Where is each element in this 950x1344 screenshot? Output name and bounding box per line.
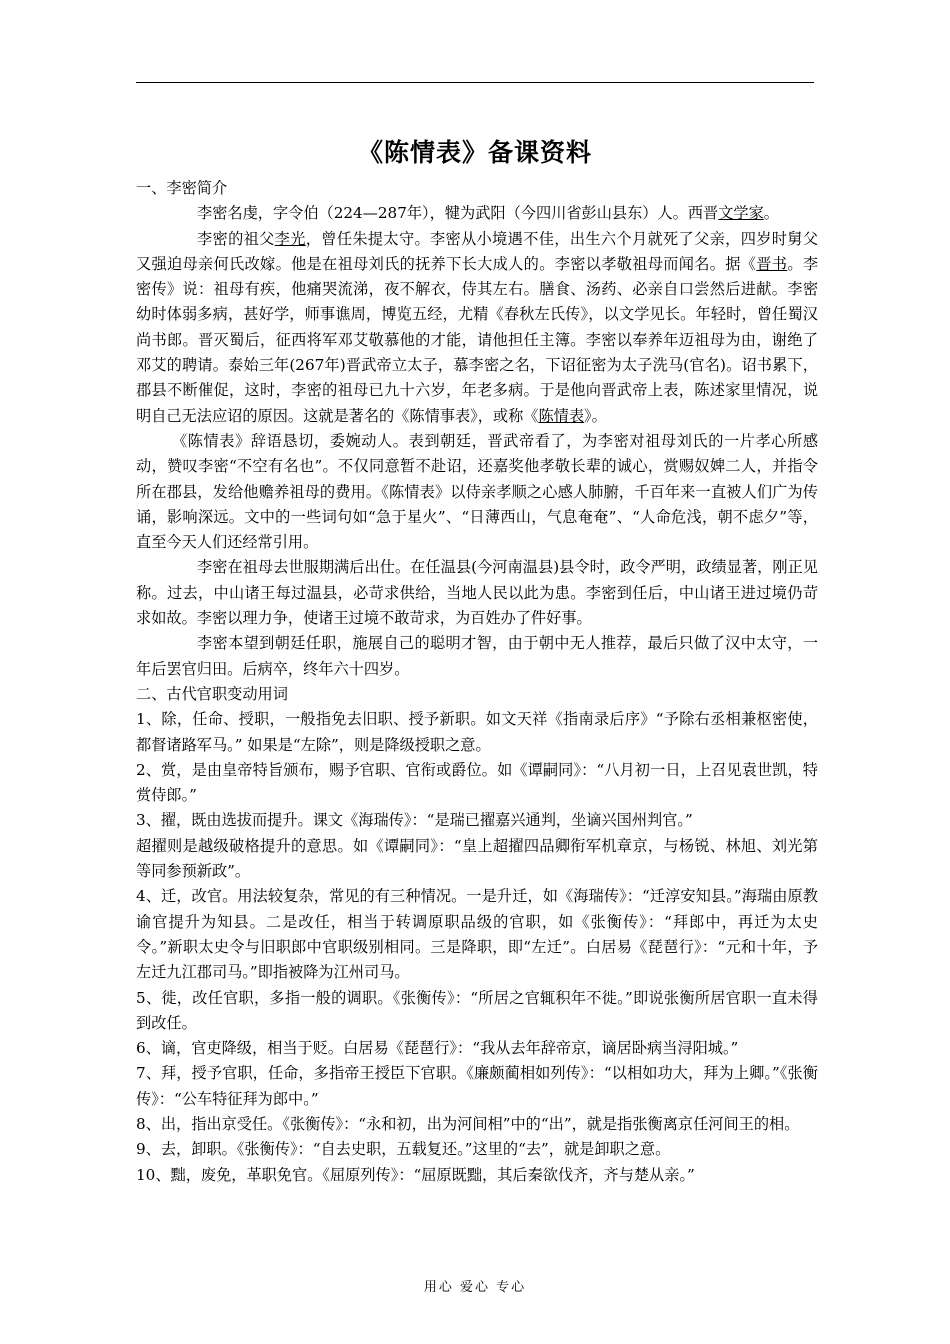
link-li-guang[interactable]: 李光 — [274, 229, 306, 248]
list-item: 1、除，任命、授职，一般指免去旧职、授予新职。如文天祥《指南录后序》“予除右丞相兼枢密使，都督诸路军马。” 如果是“左除”，则是降级授职之意。 — [136, 710, 818, 754]
list-item: 2、赏，是由皇帝特旨颁布，赐予官职、官衔或爵位。如《谭嗣同》：“八月初一日，上召见袁世凯，特赏侍郎。” — [136, 760, 818, 805]
list-item: 10、黜，废免，革职免官。《屈原列传》：“屈原既黜，其后秦欲伐齐，齐与楚从亲。” — [136, 1165, 695, 1184]
list-item: 5、徙，改任官职，多指一般的调职。《张衡传》：“所居之官辄积年不徙。”即说张衡所居官职一直未得到改任。 — [136, 988, 818, 1032]
list-item: 7、拜，授予官职，任命，多指帝王授臣下官职。《廉颇蔺相如列传》：“以相如功大，拜为上卿。”《张衡传》：“公车特征拜为郎中。” — [136, 1064, 818, 1108]
page-footer: 用心 爱心 专心 — [423, 1280, 527, 1295]
link-chen-qing-biao[interactable]: 陈情表 — [538, 406, 585, 425]
header-rule — [136, 82, 814, 83]
list-item: 9、去，卸职。《张衡传》：“自去史职，五载复还。”这里的“去”，就是卸职之意。 — [136, 1140, 671, 1159]
paragraph-intro: 李密名虔，字令伯（224—287年），犍为武阳（今四川省彭山县东）人。西晋文学家。 — [197, 204, 779, 223]
paragraph-impact: 《陈情表》辞语恳切，委婉动人。表到朝廷，晋武帝看了，为李密对祖母刘氏的一片孝心所感动，赞叹李密“不空有名也”。不仅同意暂不赴诏，还嘉奖他孝敬长辈的诚心，赏赐奴婢二人，并指令所在郡县，发给他赡养祖母的费用。《陈情表》以侍亲孝顺之心感人肺腑，千百年来一直被人们广为传诵，影响深远。文中的一些词句如“急于星火”、“日薄西山，气息奄奄”、“人命危浅，朝不虑夕”等，直至今天人们还经常引用。 — [136, 431, 818, 552]
list-item: 超擢则是越级破格提升的意思。如《谭嗣同》：“皇上超擢四品卿衔军机章京，与杨锐、林旭、刘光第等同参预新政”。 — [136, 836, 818, 881]
section-heading-official-terms: 二、古代官职变动用词 — [136, 684, 288, 703]
paragraph-later-life: 李密本望到朝廷任职，施展自己的聪明才智，由于朝中无人推荐，最后只做了汉中太守，一年后罢官归田。后病卒，终年六十四岁。 — [136, 634, 818, 678]
page-title: 《陈情表》备课资料 — [357, 138, 592, 167]
link-jin-shu[interactable]: 晋书 — [756, 254, 788, 273]
link-writer[interactable]: 文学家 — [718, 204, 764, 223]
paragraph-career: 李密在祖母去世服期满后出仕。在任温县(今河南温县)县令时，政令严明，政绩显著，刚正见称。过去，中山诸王每过温县，必苛求供给，当地人民以此为患。李密到任后，中山诸王进过境仍苛求如故。李密以理力争，使诸王过境不敢苛求，为百姓办了件好事。 — [136, 558, 818, 628]
list-item: 3、擢，既由选拔而提升。课文《海瑞传》：“是瑞已擢嘉兴通判，坐谪兴国州判官。” — [136, 811, 693, 830]
section-heading-biography: 一、李密简介 — [136, 179, 228, 197]
list-item: 4、迁，改官。用法较复杂，常见的有三种情况。一是升迁，如《海瑞传》：“迁淳安知县。”海瑞由原教谕官提升为知县。二是改任，相当于转调原职品级的官职，如《张衡传》：“拜郎中，再迁为太史令。”新职太史令与旧职郎中官职级别相同。三是降职，即“左迁”。白居易《琵琶行》：“元和十年，予左迁九江郡司马。”即指被降为江州司马。 — [136, 887, 818, 982]
list-item: 8、出，指出京受任。《张衡传》：“永和初，出为河间相”中的“出”，就是指张衡离京任河间王的相。 — [136, 1114, 800, 1133]
document-body — [136, 176, 818, 1188]
list-item: 6、谪，官吏降级，相当于贬。白居易《琵琶行》：“我从去年辞帝京，谪居卧病当浔阳城。” — [136, 1039, 739, 1058]
paragraph-family: 李密的祖父李光，曾任朱提太守。李密从小境遇不佳，出生六个月就死了父亲，四岁时舅父又强迫母亲何氏改嫁。他是在祖母刘氏的抚养下长大成人的。李密以孝敬祖母而闻名。据《晋书。李密传》说：祖母有疾，他痛哭流涕，夜不解衣，侍其左右。膳食、汤药、必亲自口尝然后进献。李密幼时体弱多病，甚好学，师事谯周，博览五经，尤精《春秋左氏传》，以文学见长。年轻时，曾任蜀汉尚书郎。晋灭蜀后，征西将军邓艾敬慕他的才能，请他担任主簿。李密以奉养年迈祖母为由，谢绝了邓艾的聘请。泰始三年(267年)晋武帝立太子，慕李密之名，下诏征密为太子洗马(官名)。诏书累下，郡县不断催促，这时，李密的祖母已九十六岁，年老多病。于是他向晋武帝上表，陈述家里情况，说明自己无法应诏的原因。这就是著名的《陈情事表》，或称《陈情表》。 — [136, 229, 819, 425]
